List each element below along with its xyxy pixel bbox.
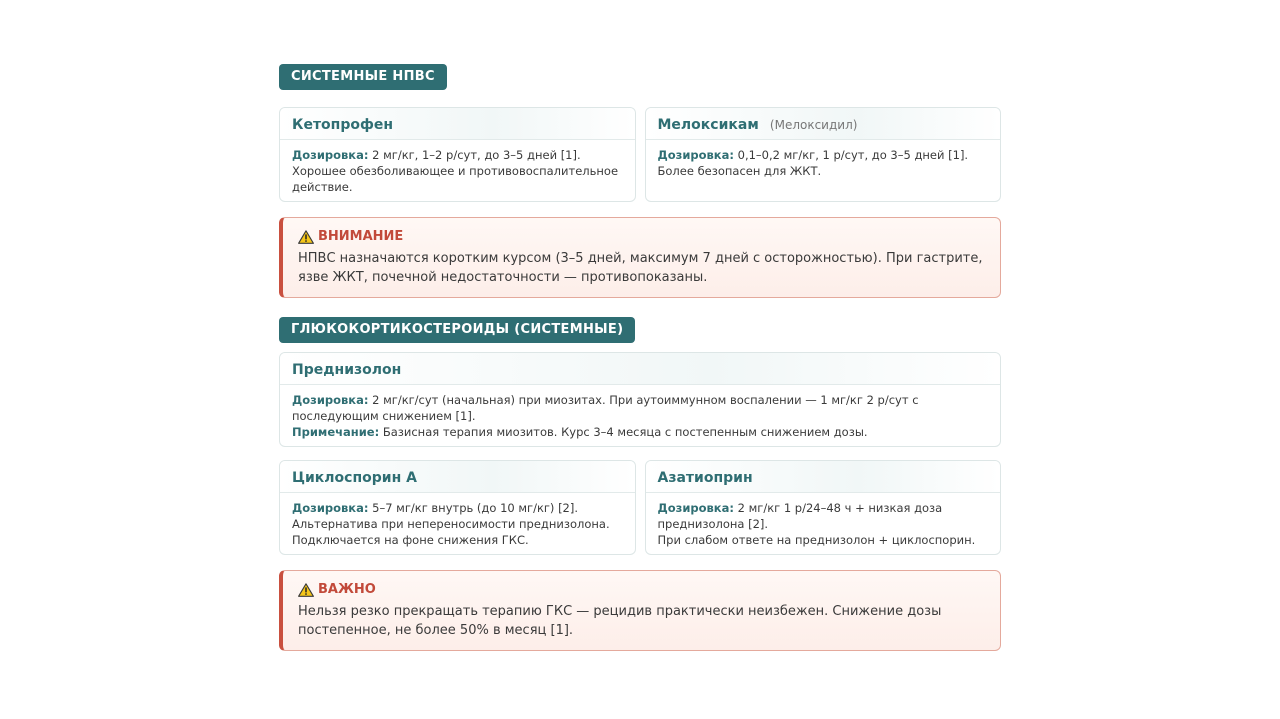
card-body: [280, 140, 635, 202]
card-body: [646, 140, 1001, 186]
alert-title-text: ВАЖНО: [318, 582, 376, 597]
alert-text: Нельзя резко прекращать терапию ГКС — рецидив практически неизбежен. Снижение дозы постепенное, не более 50% в месяц [1].: [298, 604, 942, 638]
dose-label: Дозировка:: [657, 501, 734, 515]
important-alert: [279, 570, 1001, 651]
card-row: [279, 107, 1001, 202]
warning-alert: [279, 217, 1001, 298]
section-header: СИСТЕМНЫЕ НПВС: [279, 64, 447, 90]
alert-text: НПВС назначаются коротким курсом (3–5 дней, максимум 7 дней с осторожностью). При гастрите, язве ЖКТ, почечной недостаточности — противопоказаны.: [298, 251, 983, 285]
dose-text: 2 мг/кг, 1–2 р/сут, до 3–5 дней [1].: [372, 148, 581, 162]
section-header: ГЛЮКОКОРТИКОСТЕРОИДЫ (СИСТЕМНЫЕ): [279, 317, 635, 343]
drug-name: Кетопрофен: [292, 117, 394, 133]
dose-text: 2 мг/кг/сут (начальная) при миозитах. При аутоиммунном воспалении — 1 мг/кг 2 р/сут с последующим снижением [1].: [292, 393, 919, 423]
drug-card-cyclosporine: [279, 460, 636, 555]
drug-name: Азатиоприн: [657, 470, 753, 486]
note-label: Примечание:: [292, 425, 380, 439]
drug-name: Циклоспорин А: [292, 470, 417, 486]
dose-text: 5–7 мг/кг внутрь (до 10 мг/кг) [2].: [372, 501, 579, 515]
note-text: Базисная терапия миозитов. Курс 3–4 месяца с постепенным снижением дозы.: [382, 425, 868, 439]
card-body: [280, 493, 635, 555]
card-header: [646, 461, 1001, 493]
alert-title-text: ВНИМАНИЕ: [318, 229, 404, 244]
drug-name: Преднизолон: [292, 362, 402, 378]
card-row: [279, 460, 1001, 555]
note-text: Альтернатива при непереносимости преднизолона.: [292, 517, 610, 531]
section-nsaid: [279, 64, 1001, 298]
section-glucocorticoids: [279, 317, 1001, 651]
dose-label: Дозировка:: [292, 501, 369, 515]
alert-title: [298, 581, 986, 599]
card-header: [646, 108, 1001, 140]
dose-label: Дозировка:: [292, 393, 369, 407]
card-body: [280, 385, 1000, 447]
card-header: [280, 461, 635, 493]
dose-text: 0,1–0,2 мг/кг, 1 р/сут, до 3–5 дней [1].: [737, 148, 969, 162]
drug-card-meloxicam: [645, 107, 1002, 202]
drug-name: Мелоксикам: [657, 117, 759, 133]
dose-label: Дозировка:: [292, 148, 369, 162]
note-text: Хорошее обезболивающее и противовоспалительное действие.: [292, 164, 619, 194]
drug-card-prednisolone: [279, 352, 1001, 447]
card-header: [280, 353, 1000, 385]
note-text: Более безопасен для ЖКТ.: [657, 164, 822, 178]
drug-card-azathioprine: [645, 460, 1002, 555]
note-text: Подключается на фоне снижения ГКС.: [292, 533, 529, 547]
note-text: При слабом ответе на преднизолон + циклоспорин.: [657, 533, 976, 547]
warning-icon: [298, 230, 314, 244]
drug-trade-name: (Мелоксидил): [769, 118, 858, 132]
alert-title: [298, 228, 986, 246]
warning-icon: [298, 583, 314, 597]
drug-card-ketoprofen: [279, 107, 636, 202]
card-header: [280, 108, 635, 140]
document-content: [279, 64, 1001, 651]
dose-label: Дозировка:: [657, 148, 734, 162]
dose-text: 2 мг/кг 1 р/24–48 ч + низкая доза преднизолона [2].: [657, 501, 943, 531]
card-body: [646, 493, 1001, 555]
